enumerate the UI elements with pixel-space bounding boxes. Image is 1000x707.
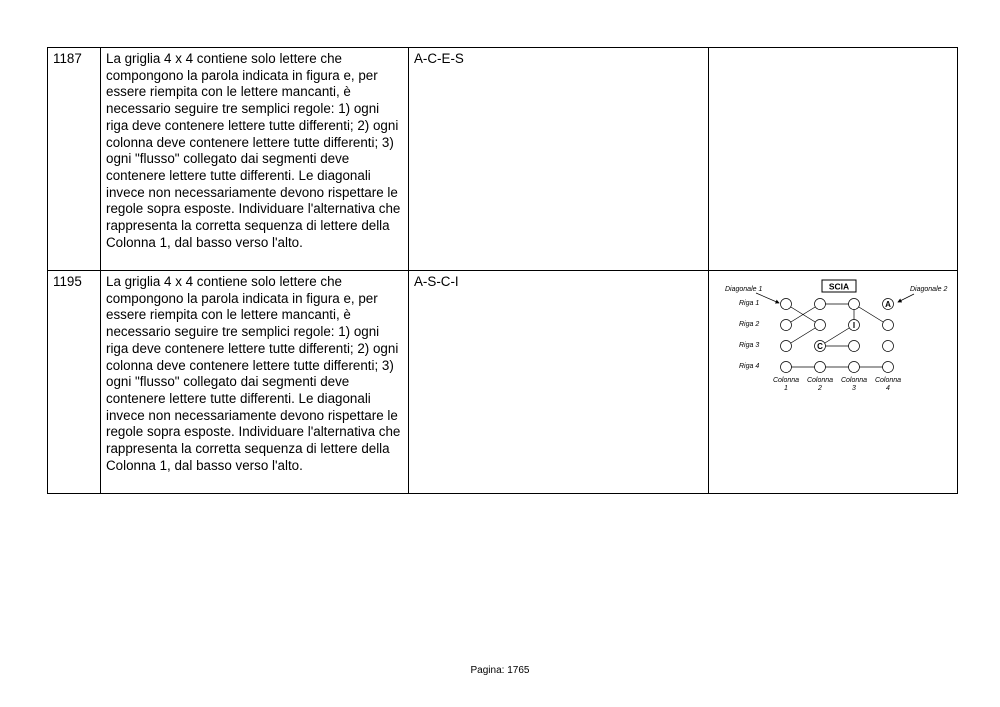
grid-letter: C bbox=[817, 342, 823, 351]
word-label: SCIA bbox=[828, 281, 850, 292]
diagonal-1-label: Diagonale 1 bbox=[725, 286, 763, 293]
question-text: La griglia 4 x 4 contiene solo lettere che compongono la parola indicata in figura e, per essere riempita con le lettere mancanti, è necessario seguire tre semplici regole: 1) ogni riga deve contenere lettere tutte differenti; 2) ogni colonna deve contenere lettere tutte differenti; 3) ogni "flusso" collegato dai segmenti deve contenere lettere tutte differenti. Le diagonali invece non necessariamente devono rispettare le regole sopra esposte. Individuare l'alternativa che rappresenta la corretta sequenza di lettere della Colonna 1, dal basso verso l'alto. bbox=[101, 271, 409, 494]
grid-segments bbox=[786, 304, 888, 367]
grid-letter: I bbox=[852, 321, 856, 330]
question-text: La griglia 4 x 4 contiene solo lettere che compongono la parola indicata in figura e, per essere riempita con le lettere mancanti, è necessario seguire tre semplici regole: 1) ogni riga deve contenere lettere tutte differenti; 2) ogni colonna deve contenere lettere tutte differenti; 3) ogni "flusso" collegato dai segmenti deve contenere lettere tutte differenti. Le diagonali invece non necessariamente devono rispettare le regole sopra esposte. Individuare l'alternativa che rappresenta la corretta sequenza di lettere della Colonna 1, dal basso verso l'alto. bbox=[101, 48, 409, 271]
figure-cell-empty bbox=[709, 48, 958, 271]
letter-grid-figure bbox=[714, 274, 963, 399]
answer-text: A-S-C-I bbox=[409, 271, 709, 494]
question-number: 1195 bbox=[48, 271, 101, 494]
page-footer: Pagina: 1765 bbox=[470, 665, 530, 676]
grid-letter: A bbox=[885, 300, 891, 309]
row-label: Riga 2 bbox=[739, 321, 760, 328]
column-number: 2 bbox=[818, 385, 822, 392]
row-label: Riga 3 bbox=[739, 342, 760, 349]
column-number: 3 bbox=[852, 385, 856, 392]
column-number: 4 bbox=[886, 385, 890, 392]
table-row bbox=[48, 48, 958, 271]
column-number: 1 bbox=[784, 385, 788, 392]
question-number: 1187 bbox=[48, 48, 101, 271]
questions-table bbox=[47, 47, 958, 494]
row-label: Riga 1 bbox=[739, 300, 760, 307]
table-row bbox=[48, 271, 958, 494]
column-label: Colonna bbox=[840, 377, 868, 384]
diagonal-2-label: Diagonale 2 bbox=[910, 286, 948, 293]
figure-cell bbox=[709, 271, 958, 494]
answer-text: A-C-E-S bbox=[409, 48, 709, 271]
diagonal-2-arrow bbox=[898, 294, 914, 302]
column-label: Colonna bbox=[772, 377, 800, 384]
row-label: Riga 4 bbox=[739, 363, 760, 370]
column-label: Colonna bbox=[806, 377, 834, 384]
diagonal-1-arrow bbox=[756, 293, 779, 303]
column-label: Colonna bbox=[874, 377, 902, 384]
